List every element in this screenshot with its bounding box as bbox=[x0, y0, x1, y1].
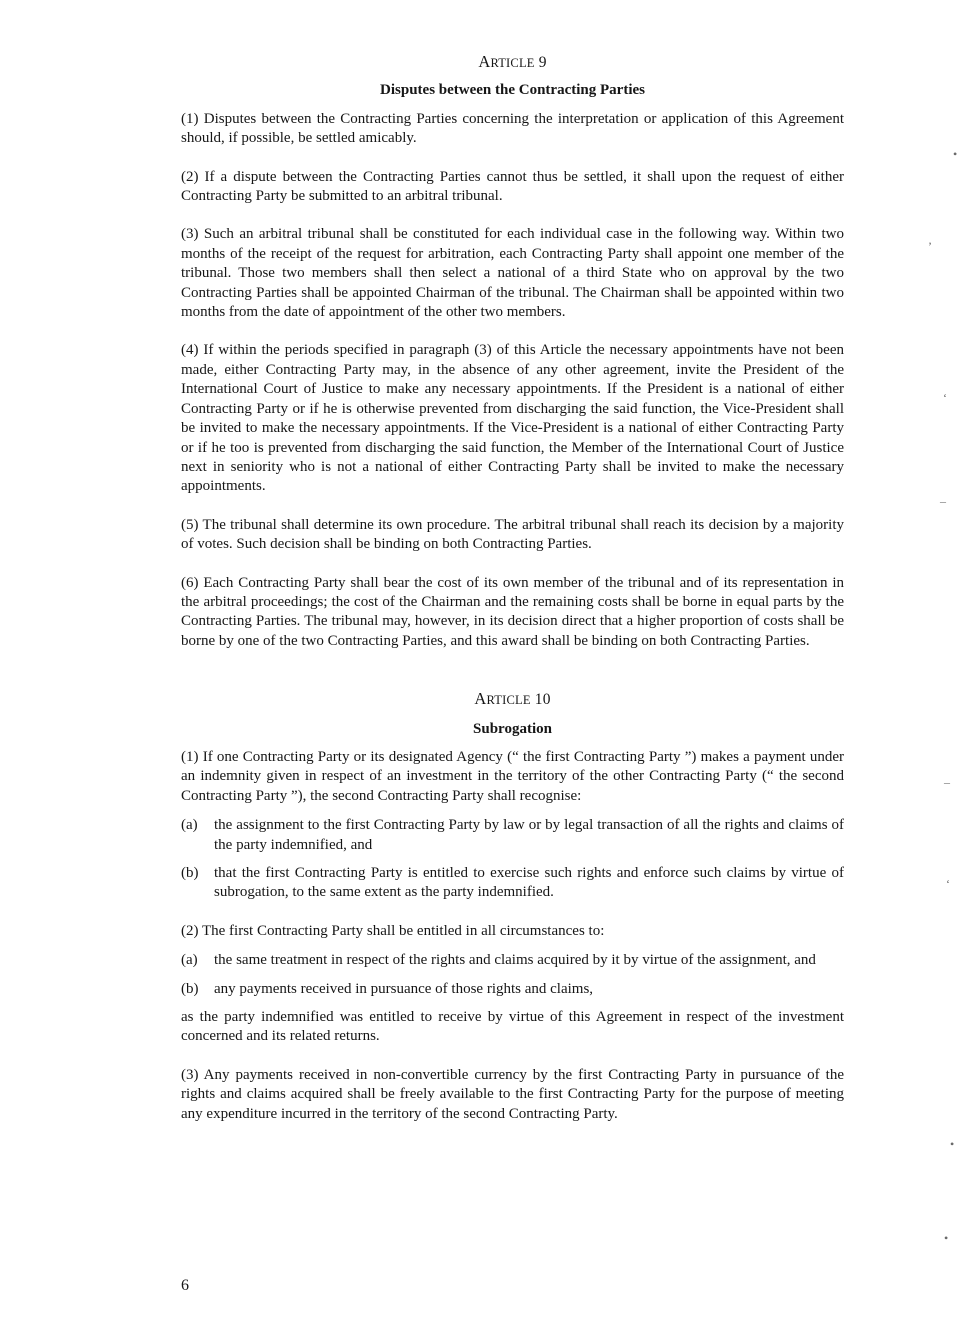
article-9-paragraph-4: (4) If within the periods specified in paragraph (3) of this Article the necessary appointments have not been made, either Contracting Party may, in the absence of any other agreement, invite the President of the International Court of Justice to make any necessary appointments. If the President is a national of either Contracting Party or if he is otherwise prevented from discharging the said function, the Vice-President shall be invited to make the necessary appointments. If the Vice-President is a national of either Contracting Party or if he too is prevented from discharging the said function, the Member of the International Court of Justice next in seniority who is not a national of either Contracting Party shall be invited to make the necessary appointments. bbox=[181, 342, 844, 495]
article-10-item-1a bbox=[181, 816, 844, 855]
article-10-item-1b bbox=[181, 864, 844, 903]
article-10-paragraph-2-tail: as the party indemnified was entitled to receive by virtue of this Agreement in respect of the investment concerned and its related returns. bbox=[181, 1009, 844, 1045]
text-column bbox=[181, 52, 844, 1124]
scan-artifact: ‘ bbox=[943, 391, 947, 405]
scan-artifact: – bbox=[940, 494, 946, 508]
article-10-title: Subrogation bbox=[473, 720, 552, 737]
scan-artifact: ‘ bbox=[946, 877, 950, 891]
article-10-item-2b bbox=[181, 980, 844, 999]
article-10-paragraph-2: (2) The first Contracting Party shall be entitled in all circumstances to: bbox=[181, 922, 605, 939]
scan-artifact: • bbox=[950, 1137, 955, 1151]
list-marker: (a) bbox=[181, 952, 198, 969]
scan-artifact: • bbox=[944, 1231, 949, 1245]
article-10-paragraph-1: (1) If one Contracting Party or its designated Agency (“ the first Contracting Party ”) makes a payment under an indemnity given in respect of an investment in the territory of the other Contracting Party (“ the second Contracting Party ”), the second Contracting Party shall recognise: bbox=[181, 748, 844, 804]
article-9-paragraph-6: (6) Each Contracting Party shall bear the cost of its own member of the tribunal and of its representation in the arbitral proceedings; the cost of the Chairman and the remaining costs shall be borne in equal parts by the Contracting Parties. The tribunal may, however, in its decision direct that a higher proportion of costs shall be borne by one of the two Contracting Parties, and this award shall be binding on both Contracting Parties. bbox=[181, 574, 844, 649]
scan-artifact: • bbox=[953, 147, 958, 161]
article-10-heading bbox=[181, 689, 844, 710]
scan-artifact: – bbox=[944, 775, 950, 789]
article-10-heading-number: 10 bbox=[534, 691, 551, 709]
article-10-paragraph-3: (3) Any payments received in non-convertible currency by the first Contracting Party in pursuance of the rights and claims acquired shall be freely available to the first Contracting Party for the purpose of meeting any expenditure incurred in the territory of the second Contracting Party. bbox=[181, 1066, 844, 1122]
article-10-heading-initial: A bbox=[474, 689, 487, 709]
scan-artifact: ’ bbox=[928, 239, 932, 253]
article-10-item-2a bbox=[181, 951, 844, 970]
list-marker: (b) bbox=[181, 865, 199, 881]
list-item-text: the same treatment in respect of the rights and claims acquired by it by virtue of the assignment, and bbox=[214, 952, 816, 969]
article-9-paragraph-5: (5) The tribunal shall determine its own procedure. The arbitral tribunal shall reach its decision by a majority of votes. Such decision shall be binding on both Contracting Parties. bbox=[181, 516, 844, 553]
page-number: 6 bbox=[181, 1277, 189, 1294]
list-item-text: the assignment to the first Contracting Party by law or by legal transaction of all the rights and claims of the party indemnified, and bbox=[214, 817, 844, 853]
article-9-paragraph-1: (1) Disputes between the Contracting Parties concerning the interpretation or application of this Agreement should, if possible, be settled amicably. bbox=[181, 110, 844, 147]
article-10-heading-word: RTICLE bbox=[486, 693, 531, 708]
list-marker: (b) bbox=[181, 980, 199, 997]
article-9-heading-number: 9 bbox=[538, 54, 547, 71]
list-item-text: any payments received in pursuance of those rights and claims, bbox=[214, 980, 594, 997]
article-9-title: Disputes between the Contracting Parties bbox=[380, 82, 645, 99]
list-marker: (a) bbox=[181, 817, 198, 834]
article-9-heading-initial: A bbox=[478, 52, 491, 71]
list-item-text: that the first Contracting Party is entitled to exercise such rights and enforce such claims by virtue of subrogation, to the same extent as the party indemnified. bbox=[214, 865, 844, 901]
article-9-paragraph-2: (2) If a dispute between the Contracting Parties cannot thus be settled, it shall upon the request of either Contracting Party be submitted to an arbitral tribunal. bbox=[181, 168, 844, 205]
article-9-heading bbox=[181, 52, 844, 73]
article-9-paragraph-3: (3) Such an arbitral tribunal shall be constituted for each individual case in the following way. Within two months of the receipt of the request for arbitration, each Contracting Party shall appoint one member of the tribunal. Those two members shall then select a national of a third State who on approval by the two Contracting Parties shall be appointed Chairman of the tribunal. The Chairman shall be appointed within two months from the date of appointment of the other two members. bbox=[181, 226, 844, 321]
article-9-heading-word: RTICLE bbox=[490, 56, 535, 70]
